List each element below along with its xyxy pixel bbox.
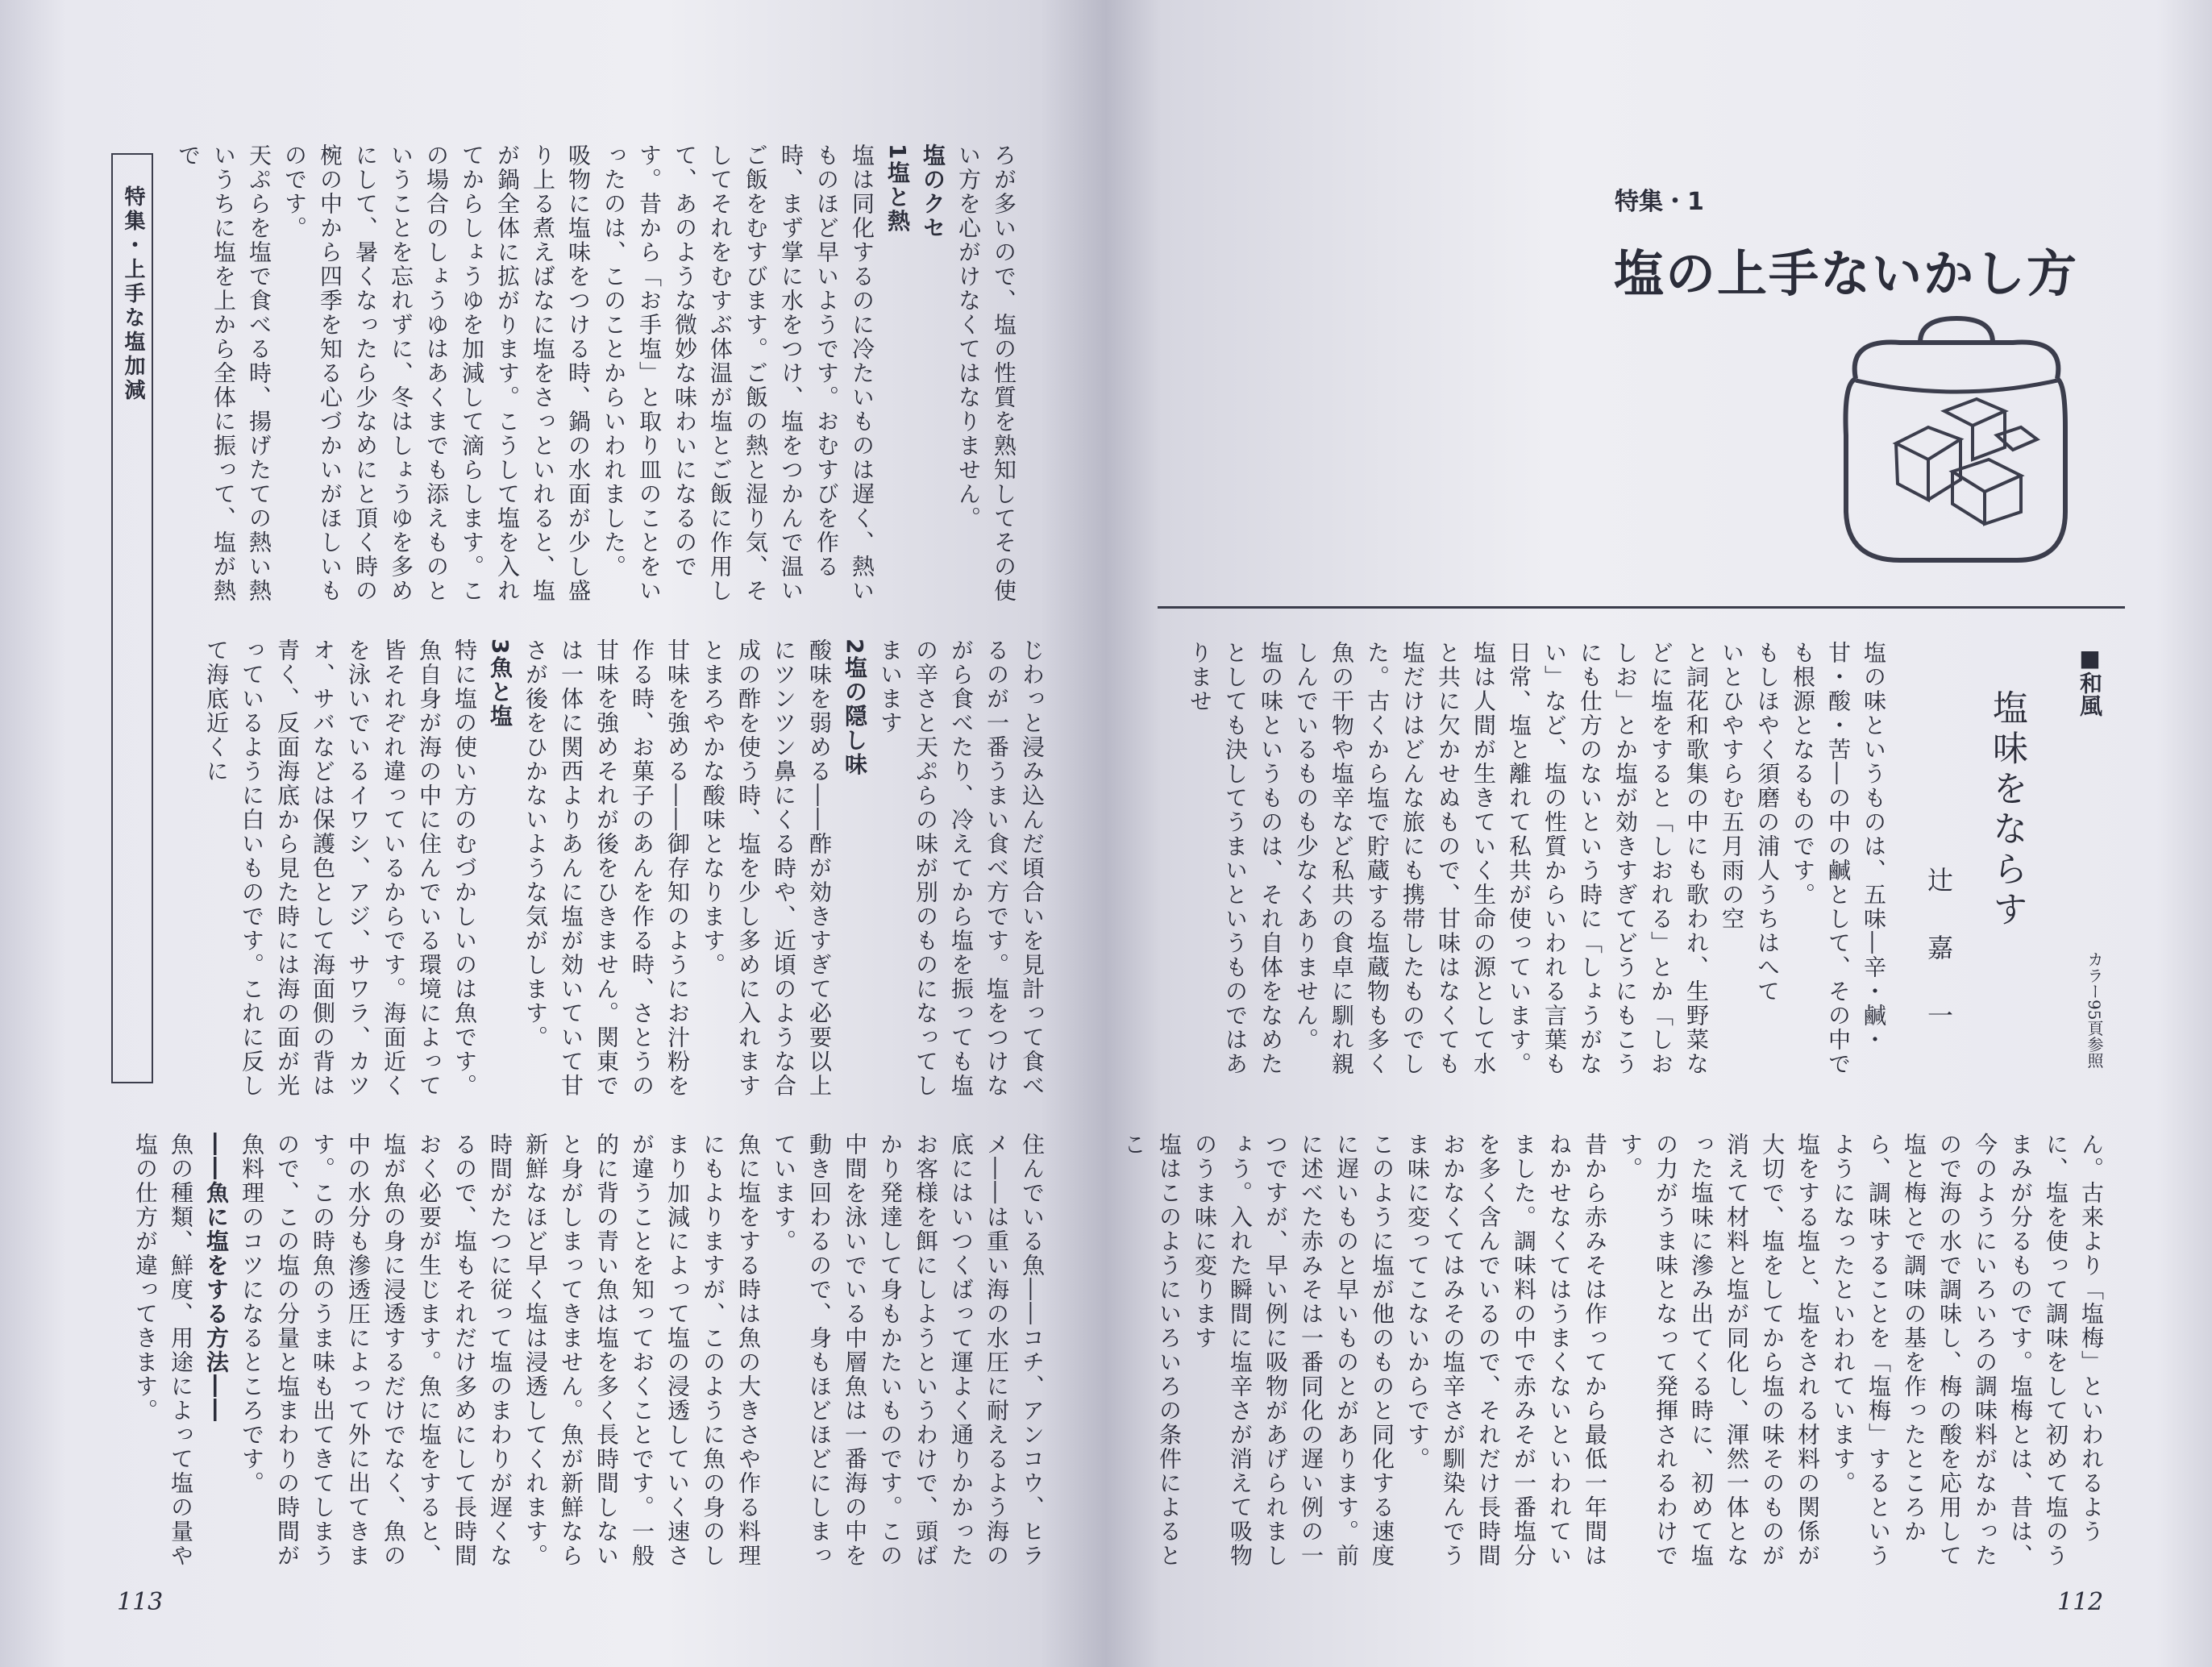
paragraph: いとひやすらむ五月雨の空 [1719, 641, 1745, 931]
title-rule [1158, 606, 2125, 609]
paragraph: 特に塩の使い方のむづかしいのは魚です。魚自身が海の中に住んでいる環境によって皆それぞれ違っているからです。海面近くを泳いでいるイワシ、アジ、サワラ、カツオ、サバなどは保護色として海面側の背は青く、反面海底から見た時には海の面が光っているように白いものです。これに反して海底近くに [203, 638, 478, 1098]
page-number: 112 [2057, 1588, 2104, 1616]
color-page-reference: カラー95頁参照 [2085, 951, 2104, 1069]
section-heading: 1塩と熱 [884, 143, 911, 234]
paragraph: 塩をする塩と、塩をされる材料の関係が大切で、塩をしてから塩の味そのものが消えて材料と塩が同化し、渾然一体となった塩味に滲み出てくる時に、初めて塩の力がうま味となって発揮されるわけです。 [1617, 1133, 1821, 1568]
left-lower-column [105, 1133, 1050, 1572]
paragraph: 魚の種類、鮮度、用途によって塩の量や塩の仕方が違ってきます。 [132, 1133, 194, 1568]
section-heading: 2塩の隠し味 [842, 638, 868, 777]
paragraph: 住んでいる魚――コチ、アンコウ、ヒラメ――は重い海の水圧に耐えるよう海の底にはいつくばって運よく通りかかったお客様を餌にしようというわけで、頭ばかり発達して身もかたいものです。この中間を泳いでいる中層魚は一番海の中を動き回わるので、身もほどほどにしまっています。 [771, 1133, 1046, 1568]
section-heading: ――魚に塩をする方法―― [203, 1133, 230, 1423]
paragraph: 塩は同化するのに冷たいものは遅く、熱いものほど早いようです。おむすびを作る時、まず掌に水をつけ、塩をつかんで温いご飯をむすびます。ご飯の熱と湿り気、そしてそれをむすぶ体温が塩とご飯に作用して、あのような微妙な味わいになるのです。昔から「お手塩」と取り皿のことをいったのは、このことからいわれました。 [601, 143, 875, 603]
left-upper-column [171, 143, 1021, 611]
series-label: 特集・1 [1615, 188, 1704, 216]
paragraph: 塩の味というものは、五味―辛・鹹・甘・酸・苦―の中の鹹として、その中でも根源となるものです。 [1790, 641, 1887, 1076]
section-label: ■和風 [2077, 645, 2103, 717]
article-title: 塩味をならす [1986, 689, 2027, 931]
paragraph: じわっと浸み込んだ頃合いを見計って食べるのが一番うまい食べ方です。塩をつけながら食べたり、冷えてから塩を振っても塩の辛さと天ぷらの味が別のものになってしまいます [877, 638, 1046, 1098]
paragraph: 塩はこのようにいろいろの条件によるとこ [1121, 1133, 1183, 1568]
left-middle-column [171, 638, 1050, 1106]
paragraph: 昔から赤みそは作ってから最低一年間はねかせなくてはうまくないといわれていました。調味料の中で赤みそが一番塩分を多く含んでいるので、それだけ長時間おかなくてはみその塩辛さが馴染んでうま味に変ってこないからです。 [1404, 1133, 1608, 1568]
author: 辻 嘉 一 [1923, 867, 1954, 1036]
page-number: 113 [117, 1588, 164, 1616]
right-upper-column [1174, 641, 1891, 1084]
paragraph: 甘味を強める――御存知のようにお汁粉を作る時、お菓子のあんを作る時、さとうの甘味を強めそれが後をひきません。関東では一体に関西よりあんに塩が効いていて甘さが後をひかないような気がします。 [522, 638, 691, 1098]
paragraph: 吸物に塩味をつける時、鍋の水面が少し盛り上る煮えばなに塩をさっといれると、塩が鍋全体に拡がります。こうして塩を入れてからしょうゆを加減して滴らします。この場合のしょうゆはあくまでも添えものということを忘れずに、冬はしょうゆを多めにして、暑くなったら少なめにと頂く時の椀の中から四季を知る心づかいがほしいものです。 [281, 143, 592, 603]
section-heading: 塩のクセ [920, 143, 946, 240]
right-page [1106, 0, 2212, 1667]
paragraph: このように塩が他のものと同化する速度に遅いものと早いものとがあります。前に述べた赤みそは一番同化の遅い例の一つですが、早い例に吸物があげられましょう。入れた瞬間に塩辛さが消えて吸物のうま味に変ります [1191, 1133, 1395, 1568]
section-heading: 3魚と塩 [487, 638, 514, 729]
sidebar-label: 特集・上手な塩加減 [121, 185, 145, 403]
paragraph: もしほやく須磨の浦人うちはへて [1754, 641, 1781, 1004]
paragraph: 酸味を弱める――酢が効きすぎて必要以上にツンツン鼻にくる時や、近頃のような合成の酢を使う時、塩を少し多めに入れますとまろやかな酸味となります。 [700, 638, 833, 1098]
right-lower-column [1121, 1133, 2109, 1572]
paragraph: と詞花和歌集の中にも歌われ、生野菜などに塩をすると「しおれる」とか「しおしお」とか塩が効きすぎてどうにもこうにも仕方のないという時に「しょうがない」など、塩の性質からいわれる言葉も日常、塩と離れて私共が使っています。塩は人間が生きていく生命の源として水と共に欠かせぬもので、甘味はなくても塩だけはどんな旅にも携帯したものでした。古くから塩で貯蔵する塩蔵物も多く魚の干物や塩辛など私共の食卓に馴れ親しんでいるものも少なくありません。 [1293, 641, 1710, 1076]
paragraph: ろが多いので、塩の性質を熟知してその使い方を心がけなくてはなりません。 [955, 143, 1017, 603]
paragraph: 塩の味というものは、それ自体をなめたとしても決してうまいというものではありませ [1187, 641, 1284, 1076]
paragraph: ん。古来より「塩梅」といわれるように、塩を使って調味をして初めて塩のうまみが分るものです。塩梅とは、昔は、今のようにいろいろの調味料がなかったので海の水で調味し、梅の酸を応用して塩と梅とで調味の基を作ったところから、調味することを「塩梅」するというようになったといわれています。 [1830, 1133, 2105, 1568]
main-title: 塩の上手ないかし方 [1614, 244, 2079, 303]
paragraph: 天ぷらを塩で食べる時、揚げたての熱い熱いうちに塩を上から全体に振って、塩が熱で [175, 143, 272, 603]
paragraph: 魚に塩をする時は魚の大きさや作る料理にもよりますが、このように魚の身のしまり加減によって塩の浸透していく速さが違うことを知っておくことです。一般的に背の青い魚は塩を多く長時間しないと身がしまってきません。魚が新鮮なら新鮮なほど早く塩は浸透してくれます。時間がたつに従って塩のまわりが遅くなるので、塩もそれだけ多めにして長時間おく必要が生じます。魚に塩をすると、塩が魚の身に浸透するだけでなく、魚の中の水分も滲透圧によって外に出てきます。この時魚のうま味も出てきてしまうので、この塩の分量と塩まわりの時間が魚料理のコツになるところです。 [239, 1133, 762, 1568]
salt-jar-icon [1823, 306, 2089, 572]
